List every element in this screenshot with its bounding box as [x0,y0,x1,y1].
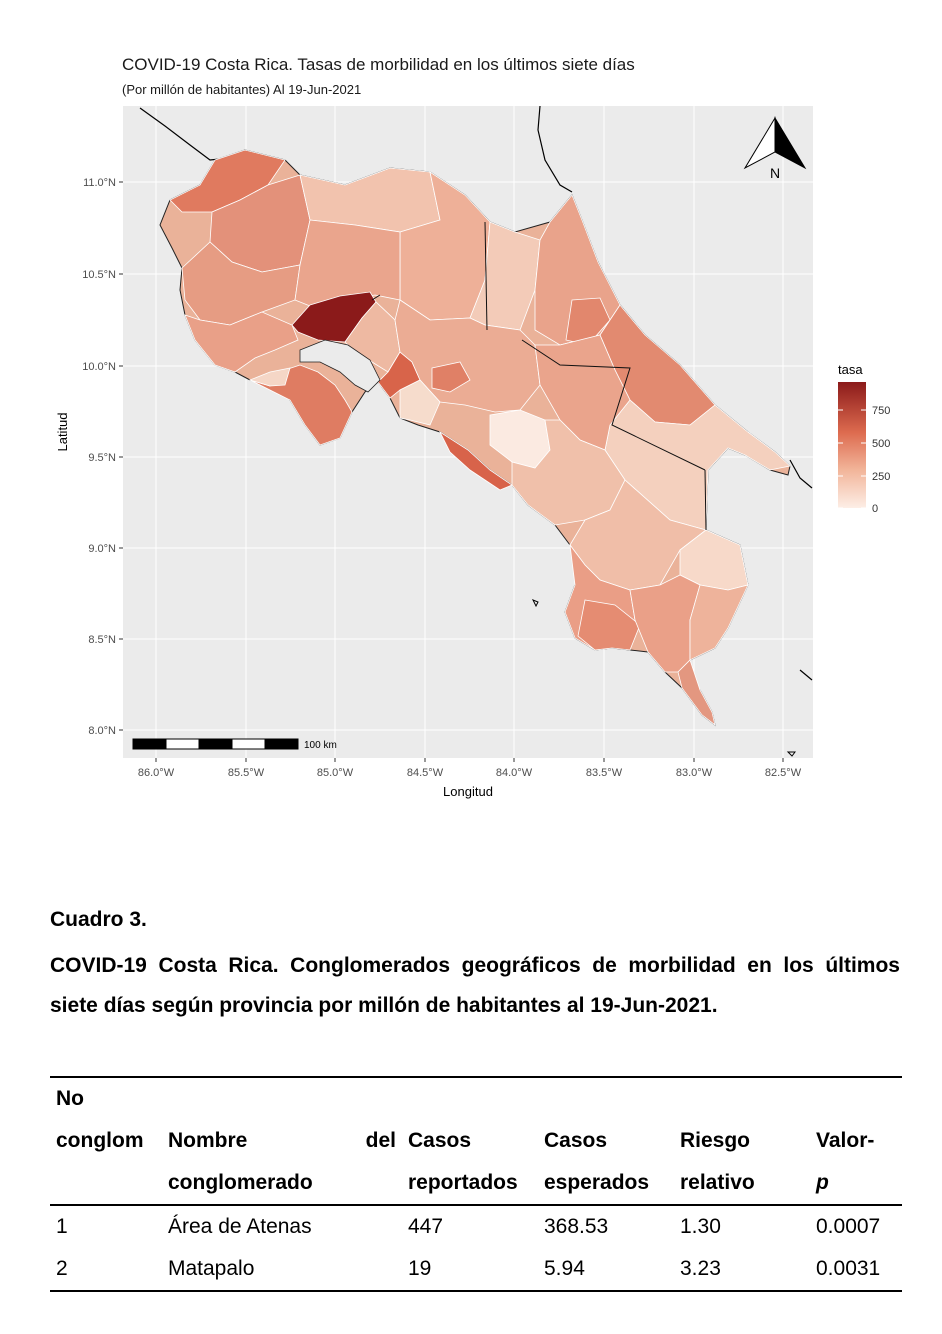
cell-reported: 19 [402,1248,538,1291]
x-axis-title: Longitud [443,784,493,799]
scale-bar [133,739,298,749]
y-tick-label: 8.5°N [88,634,116,646]
cell-p: 0.0031 [810,1248,902,1291]
col-header-reported-line1: Casos [408,1129,472,1152]
col-header-no [50,1077,162,1205]
cell-rr: 3.23 [674,1248,810,1291]
x-tick-label: 85.5°W [227,767,265,779]
col-header-expected-line1: Casos [544,1129,608,1152]
legend-title: tasa [838,362,863,377]
x-tick-label: 83.5°W [585,767,623,779]
col-header-name-line2: conglomerado [168,1171,313,1194]
table-row [50,1205,902,1248]
col-header-p [810,1077,902,1205]
x-tick-label: 86.0°W [137,767,175,779]
map-title: COVID-19 Costa Rica. Tasas de morbilidad en los últimos siete días [122,55,635,74]
table-caption-number: Cuadro 3. [50,908,147,931]
x-axis-ticks [156,758,783,762]
map-subtitle: (Por millón de habitantes) Al 19-Jun-2021 [122,82,362,97]
col-header-rr-line2: relativo [680,1171,755,1194]
clusters-table [50,1076,902,1292]
table-header-row [50,1077,902,1205]
cell-reported: 447 [408,1215,444,1238]
col-header-rr-line1: Riesgo [680,1129,751,1152]
col-header-expected [538,1077,674,1205]
col-header-no-line1: No [56,1087,84,1110]
y-tick-label: 11.0°N [83,177,116,189]
legend-colorbar [838,382,866,508]
x-tick-label: 82.5°W [764,767,802,779]
y-tick-label: 8.0°N [88,725,116,737]
y-tick-label: 9.0°N [88,543,116,555]
x-tick-label: 83.0°W [675,767,713,779]
cell-no: 2 [50,1248,162,1291]
table-caption-title: COVID-19 Costa Rica. Conglomerados geográficos de morbilidad en los últimos siete días según provincia por millón de habitantes al 19-Jun-2021. [50,954,900,1017]
y-axis-title: Latitud [55,412,70,452]
col-header-expected-line2: esperados [544,1171,650,1194]
scale-bar-label: 100 km [304,740,337,751]
cell-rr: 1.30 [680,1215,721,1238]
col-header-name-b: del [365,1129,396,1152]
col-header-rr [674,1077,810,1205]
y-tick-label: 10.0°N [82,361,116,373]
y-axis-ticks [119,182,123,730]
north-arrow-label: N [769,165,781,181]
legend-tick-label: 500 [872,438,891,450]
col-header-p-line2: p [816,1171,829,1194]
y-axis-tick-labels [82,177,116,737]
col-header-name-a: Nombre [168,1129,248,1152]
cell-name: Matapalo [162,1248,402,1291]
table-row [50,1248,902,1291]
col-header-name [162,1077,402,1205]
cell-no: 1 [56,1215,68,1238]
legend-tick-label: 0 [872,503,879,515]
cell-expected: 5.94 [538,1248,674,1291]
x-tick-label: 84.5°W [406,767,444,779]
x-axis-tick-labels [138,767,802,779]
x-tick-label: 85.0°W [316,767,354,779]
col-header-p-line1: Valor- [816,1129,875,1152]
col-header-no-line2: conglom [56,1129,144,1152]
cell-p: 0.0007 [816,1215,881,1238]
y-tick-label: 10.5°N [82,269,116,281]
x-tick-label: 84.0°W [495,767,533,779]
legend-tick-label: 750 [872,405,891,417]
legend [838,362,890,515]
cell-name: Área de Atenas [168,1215,312,1238]
legend-tick-label: 250 [872,471,891,483]
y-tick-label: 9.5°N [88,452,116,464]
cell-expected: 368.53 [544,1215,609,1238]
col-header-reported [402,1077,538,1205]
col-header-reported-line2: reportados [408,1171,518,1194]
